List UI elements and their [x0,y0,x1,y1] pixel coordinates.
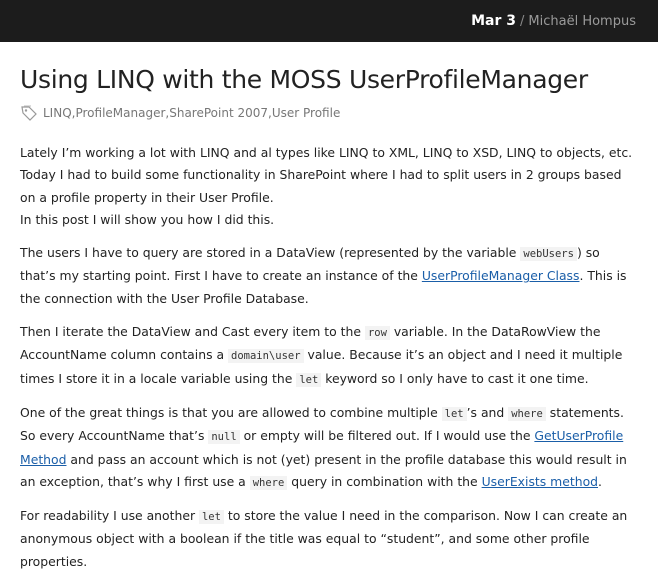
tag-profilemanager[interactable]: ProfileManager [75,106,166,120]
link-getuserprofile-method[interactable]: GetUserProfile Method [20,428,624,467]
top-bar [0,0,658,42]
code-where: where [508,407,546,421]
post-title[interactable]: Using LINQ with the MOSS UserProfileManager [20,65,588,94]
tag-separator: , [71,106,76,120]
paragraph-readability: For readability I use another let to store the value I need in the comparison. Now I can create an anonymous object with a boolean if the title was equal to “student”, and some other profile properties. [20,508,628,569]
paragraph-intro: Lately I’m working a lot with LINQ and al types like LINQ to XML, LINQ to XSD, LINQ to objects, etc. Today I had to build some functionality in SharePoint where I had to split users in 2 groups based on a profile property in their User Profile. In this post I will show you how I did this. [20,145,633,227]
post-author[interactable]: Michaël Hompus [528,13,636,29]
post-date: Mar 3 [471,13,517,29]
code-let: let [296,373,321,387]
tag-user-profile[interactable]: User Profile [271,106,341,120]
paragraph-iterate: Then I iterate the DataView and Cast every item to the row variable. In the DataRowView the AccountName column contains a domain\user value. Because it’s an object and I need it multiple times I store it in a locale variable using the let keyword so I only have to cast it one time. [20,324,623,386]
tag-separator: , [268,106,272,120]
tag-icon [20,105,38,121]
tag-separator: , [165,106,170,120]
tag-list [20,105,638,121]
link-userexists-method[interactable]: UserExists method [481,473,599,489]
code-null: null [208,430,239,444]
tag-sharepoint-2007[interactable]: SharePoint 2007 [169,106,269,120]
code-webusers: webUsers [520,247,577,261]
code-domain-user: domain\user [228,349,304,363]
code-let: let [442,407,467,421]
code-where: where [250,476,288,490]
tag-linq[interactable]: LINQ [43,106,72,120]
header-separator: / [520,13,525,29]
link-userprofilemanager-class[interactable]: UserProfileManager Class [421,268,580,284]
paragraph-dataview: The users I have to query are stored in a DataView (represented by the variable webUsers ) so that’s my starting point. First I have to create an instance of the UserProfileManager Class. This is the connection with the User Profile Database. [20,245,627,306]
code-row: row [365,326,390,340]
post-content [0,64,658,573]
paragraph-combine: One of the great things is that you are allowed to combine multiple let ’s and where statements. So every AccountName that’s null or empty will be filtered out. If I would use the GetUserProfile Method and pass an account which is not (yet) present in the profile database this would result in an exception, that’s why I first use a where query in combination with the UserExists method. [20,404,627,489]
code-let: let [199,510,224,524]
